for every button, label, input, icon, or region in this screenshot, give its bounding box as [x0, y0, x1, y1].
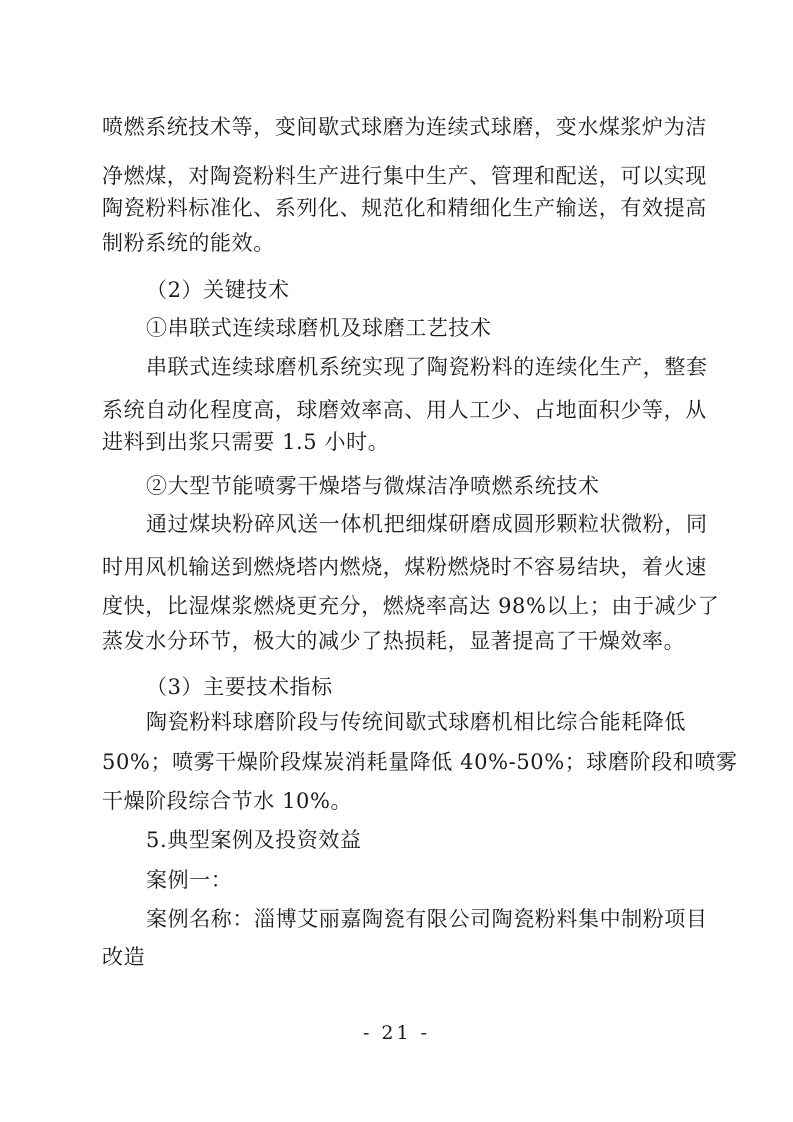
subsection-heading: ①串联式连续球磨机及球磨工艺技术 [146, 316, 492, 340]
body-line: 干燥阶段综合节水 10%。 [102, 789, 353, 813]
section-heading: 5.典型案例及投资效益 [146, 828, 362, 852]
body-line: 改造 [102, 945, 146, 969]
body-line: 蒸发水分环节，极大的减少了热损耗，显著提高了干燥效率。 [102, 629, 686, 653]
paragraph-first-line: 陶瓷粉料球磨阶段与传统间歇式球磨机相比综合能耗降低 [146, 710, 686, 734]
body-line: 系统自动化程度高，球磨效率高、用人工少、占地面积少等，从 [102, 398, 707, 422]
case-label: 案例一： [146, 868, 233, 892]
page-number: - 21 - [362, 1022, 431, 1044]
section-heading: （3）主要技术指标 [146, 675, 333, 699]
section-heading: （2）关键技术 [146, 278, 290, 302]
paragraph-first-line: 串联式连续球磨机系统实现了陶瓷粉料的连续化生产，整套 [146, 355, 708, 379]
body-line: 度快，比湿煤浆燃烧更充分，燃烧率高达 98%以上；由于减少了 [102, 594, 720, 618]
subsection-heading: ②大型节能喷雾干燥塔与微煤洁净喷燃系统技术 [146, 474, 600, 498]
paragraph-first-line: 通过煤块粉碎风送一体机把细煤研磨成圆形颗粒状微粉，同 [146, 512, 708, 536]
body-line: 50%；喷雾干燥阶段煤炭消耗量降低 40%-50%；球磨阶段和喷雾 [102, 750, 738, 774]
body-line: 进料到出浆只需要 1.5 小时。 [102, 430, 390, 454]
body-line: 制粉系统的能效。 [102, 231, 275, 255]
body-line: 时用风机输送到燃烧塔内燃烧，煤粉燃烧时不容易结块，着火速 [102, 555, 707, 579]
case-name: 案例名称：淄博艾丽嘉陶瓷有限公司陶瓷粉料集中制粉项目 [146, 907, 708, 931]
body-line: 喷燃系统技术等，变间歇式球磨为连续式球磨，变水煤浆炉为洁 [102, 115, 707, 139]
body-line: 净燃煤，对陶瓷粉料生产进行集中生产、管理和配送，可以实现 [102, 164, 707, 188]
body-line: 陶瓷粉料标准化、系列化、规范化和精细化生产输送，有效提高 [102, 196, 707, 220]
